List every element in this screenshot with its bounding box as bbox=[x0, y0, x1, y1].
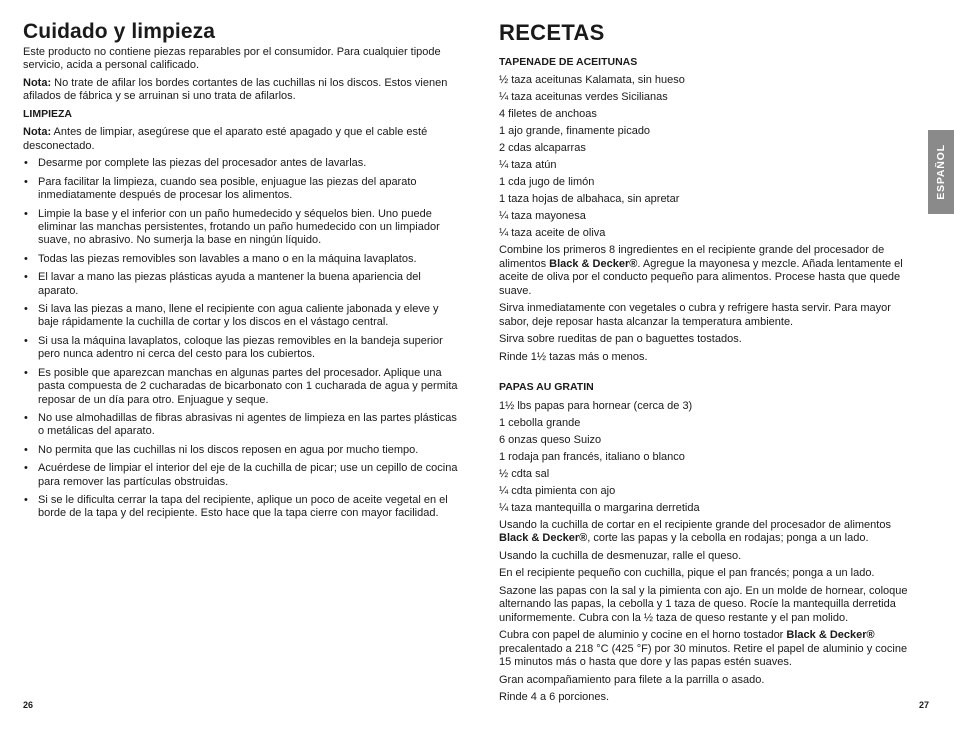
recipe-step bbox=[499, 519, 915, 546]
step-text: , corte las papas y la cebolla en rodajas; ponga a un lado. bbox=[587, 532, 869, 545]
bullet: • bbox=[24, 493, 28, 506]
list-item bbox=[23, 157, 458, 170]
bullet: • bbox=[24, 271, 28, 284]
list-item-text: Todas las piezas removibles son lavables a mano o en la máquina lavaplatos. bbox=[38, 252, 417, 265]
recipe-title: TAPENADE DE ACEITUNAS bbox=[499, 56, 638, 68]
note-text: No trate de afilar los bordes cortantes de las cuchillas ni los discos. Estos vienen afilados de fábrica y se arruinan si uno trata de afilarlos. bbox=[23, 77, 448, 103]
recipe-step: En el recipiente pequeño con cuchilla, pique el pan francés; ponga a un lado. bbox=[499, 567, 875, 580]
brand-name: Black & Decker® bbox=[786, 629, 875, 642]
recipe-title: PAPAS AU GRATIN bbox=[499, 381, 594, 394]
list-item bbox=[23, 208, 458, 248]
brand-name: Black & Decker® bbox=[549, 257, 638, 270]
ingredient: ¼ taza aceite de oliva bbox=[499, 227, 606, 240]
bullet: • bbox=[24, 462, 28, 475]
ingredient: 1½ lbs papas para hornear (cerca de 3) bbox=[499, 399, 693, 412]
ingredient: ¼ taza mayonesa bbox=[499, 210, 586, 223]
list-item bbox=[23, 271, 458, 298]
list-item bbox=[23, 253, 458, 266]
right-page bbox=[499, 0, 930, 738]
recipes-section bbox=[499, 53, 915, 709]
ingredient: 1 cda jugo de limón bbox=[499, 176, 595, 189]
bullet: • bbox=[24, 175, 28, 188]
list-item-text: El lavar a mano las piezas plásticas ayuda a mantener la buena apariencia del aparato. bbox=[38, 271, 421, 297]
bullet: • bbox=[24, 411, 28, 424]
recipe-yield: Rinde 4 a 6 porciones. bbox=[499, 691, 610, 704]
list-item-text: Si usa la máquina lavaplatos, coloque las piezas removibles en la bandeja superior pero nunca adentro ni cerca del cesto para los cubiertos. bbox=[38, 334, 443, 361]
recipe-step: Sirva inmediatamente con vegetales o cubra y refrigere hasta servir. Para mayor sabor, deje reposar hasta alcanzar la temperatura ambiente. bbox=[499, 302, 891, 328]
language-tab-label: ESPAÑOL bbox=[935, 144, 948, 200]
ingredient: ½ taza aceitunas Kalamata, sin hueso bbox=[499, 74, 685, 87]
recipe-step bbox=[499, 629, 915, 669]
note-label: Nota: bbox=[23, 77, 52, 89]
page-number: 27 bbox=[919, 700, 930, 710]
recipe-step: Sazone las papas con la sal y la pimienta con ajo. En un molde de hornear, coloque alternando las papas, la cebolla y 1 taza de queso. Rocíe la mantequilla derretida uniformemente. Cubra con la ½ taza de queso restante y el pan molido. bbox=[499, 585, 908, 624]
list-item-text: Limpie la base y el inferior con un paño humedecido y séquelos bien. Uno puede eliminar las manchas persistentes, frotando un paño humedecido con un limpiador suave, no abrasivo. No sumerja la base en ningún líquido. bbox=[38, 207, 440, 247]
bullet: • bbox=[24, 334, 28, 347]
list-item-text: Acuérdese de limpiar el interior del eje de la cuchilla de picar; use un cepillo de cocina para remover las partículas obstruidas. bbox=[38, 462, 458, 488]
intro-paragraph: Este producto no contiene piezas reparables por el consumidor. Para cualquier tipode servicio, acida a personal calificado. bbox=[23, 46, 441, 72]
note-paragraph bbox=[23, 77, 458, 104]
note-text: Antes de limpiar, asegúrese que el aparato esté apagado y que el cable esté desconectado. bbox=[23, 126, 428, 152]
page-number: 26 bbox=[23, 700, 34, 710]
page-title: Cuidado y limpieza bbox=[23, 20, 215, 43]
list-item bbox=[23, 462, 458, 489]
step-text: precalentado a 218 °C (425 °F) por 30 minutos. Retire el papel de aluminio y cocine 15 minutos más o hasta que dore y las papas estén suaves. bbox=[499, 642, 908, 669]
list-item-text: Es posible que aparezcan manchas en algunas partes del procesador. Aplique una pasta compuesta de 2 cucharadas de bicarbonato con 1 cucharada de agua y permita reposar de un día para otro. Enjuague y seque. bbox=[38, 366, 458, 406]
list-item-text: Si lava las piezas a mano, llene el recipiente con agua caliente jabonada y eleve y baje rápidamente la cuchilla de cortar y los discos en el vástago central. bbox=[38, 303, 439, 329]
list-item bbox=[23, 303, 458, 330]
list-item-text: Para facilitar la limpieza, cuando sea posible, enjuague las piezas del aparato inmediatamente después de procesar los alimentos. bbox=[38, 175, 417, 202]
bullet: • bbox=[24, 303, 28, 316]
section-heading: LIMPIEZA bbox=[23, 108, 72, 120]
recipe-step: Usando la cuchilla de desmenuzar, ralle el queso. bbox=[499, 549, 742, 562]
brand-name: Black & Decker® bbox=[499, 532, 588, 545]
list-item-text: Desarme por complete las piezas del procesador antes de lavarlas. bbox=[38, 157, 367, 170]
list-item bbox=[23, 444, 458, 457]
ingredient: 4 filetes de anchoas bbox=[499, 108, 597, 121]
ingredient: 1 rodaja pan francés, italiano o blanco bbox=[499, 450, 685, 463]
recipe-step: Sirva sobre rueditas de pan o baguettes tostados. bbox=[499, 333, 742, 346]
left-page bbox=[23, 0, 458, 738]
ingredient: 6 onzas queso Suizo bbox=[499, 433, 602, 446]
bullet: • bbox=[24, 252, 28, 265]
ingredient: 1 cebolla grande bbox=[499, 416, 581, 429]
step-text: Combine los primeros 8 ingredientes en el recipiente grande del procesador de alimentos bbox=[499, 244, 885, 270]
list-item bbox=[23, 367, 458, 407]
bullet: • bbox=[24, 207, 28, 220]
spacer bbox=[499, 368, 915, 378]
bullet: • bbox=[24, 366, 28, 379]
list-item bbox=[23, 176, 458, 203]
ingredient: ¼ taza mantequilla o margarina derretida bbox=[499, 501, 700, 514]
bullet: • bbox=[24, 157, 28, 170]
list-item-text: No permita que las cuchillas ni los discos reposen en agua por mucho tiempo. bbox=[38, 443, 419, 456]
list-item bbox=[23, 335, 458, 362]
ingredient: ¼ taza atún bbox=[499, 159, 557, 172]
care-cleaning-section bbox=[23, 46, 458, 526]
note-label: Nota: bbox=[23, 126, 52, 139]
page-title: RECETAS bbox=[499, 20, 605, 45]
ingredient: ½ cdta sal bbox=[499, 467, 550, 480]
recipe-step bbox=[499, 244, 915, 298]
ingredient: 1 taza hojas de albahaca, sin apretar bbox=[499, 193, 680, 206]
step-text: . Agregue la mayonesa y mezcle. Añada lentamente el aceite de oliva por el conducto pequeño para alimentos. Procese hasta que quede suave. bbox=[499, 257, 903, 297]
cleaning-list bbox=[23, 157, 458, 520]
note-paragraph bbox=[23, 126, 458, 153]
ingredient: ¼ cdta pimienta con ajo bbox=[499, 484, 616, 497]
recipe-step: Gran acompañamiento para filete a la parrilla o asado. bbox=[499, 673, 765, 686]
step-text: Usando la cuchilla de cortar en el recipiente grande del procesador de alimentos bbox=[499, 518, 891, 531]
ingredient: 2 cdas alcaparras bbox=[499, 142, 586, 155]
recipe-yield: Rinde 1½ tazas más o menos. bbox=[499, 350, 648, 363]
ingredient: ¼ taza aceitunas verdes Sicilianas bbox=[499, 91, 668, 104]
language-tab bbox=[928, 130, 954, 214]
list-item bbox=[23, 412, 458, 439]
bullet: • bbox=[24, 443, 28, 456]
list-item-text: Si se le dificulta cerrar la tapa del recipiente, aplique un poco de aceite vegetal en el borde de la tapa y del recipiente. Esto hace que la tapa cierre con mayor facilidad. bbox=[38, 493, 448, 520]
ingredient: 1 ajo grande, finamente picado bbox=[499, 125, 651, 138]
step-text: Cubra con papel de aluminio y cocine en el horno tostador bbox=[499, 629, 787, 642]
list-item bbox=[23, 494, 458, 521]
list-item-text: No use almohadillas de fibras abrasivas ni agentes de limpieza en las partes plásticas o metálicas del aparato. bbox=[38, 411, 457, 438]
